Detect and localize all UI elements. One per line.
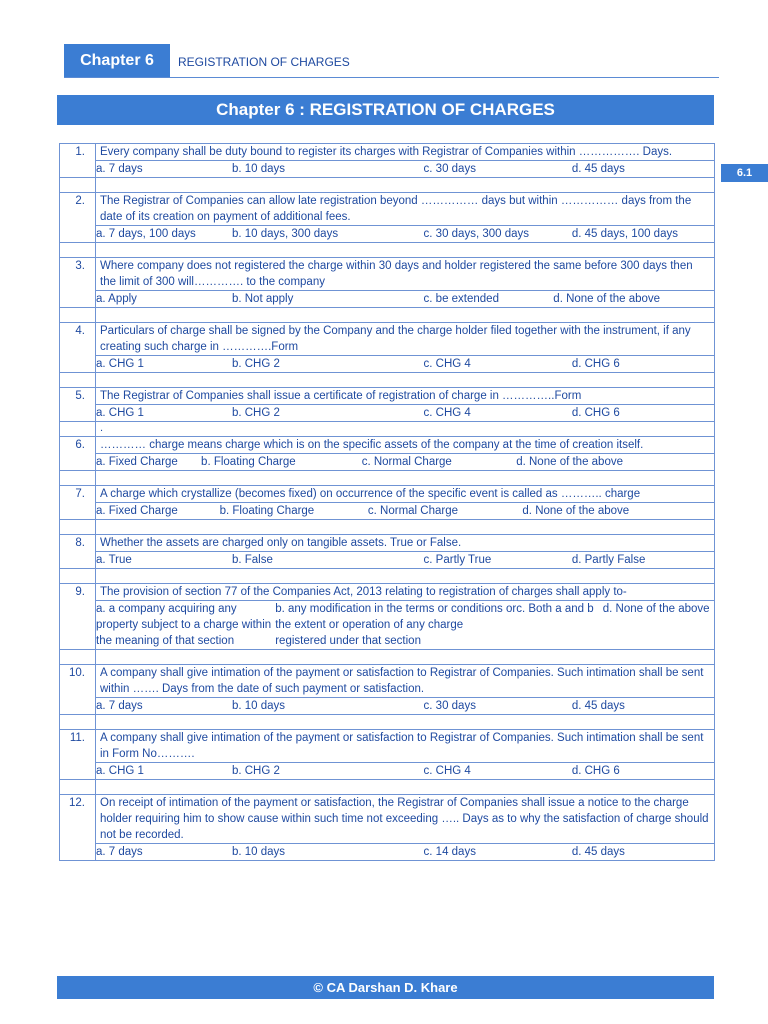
spacer-row [60,650,715,665]
question-row [60,258,715,291]
question-number: 4. [60,323,96,373]
question-row [60,437,715,454]
option-a: a. 7 days [96,846,143,858]
options-row [60,503,715,520]
spacer-row [60,780,715,795]
question-number: 9. [60,584,96,650]
question-text: A company shall give intimation of the payment or satisfaction to Registrar of Companies. Such intimation shall be sent in Form No………. [96,730,715,763]
option-b: b. 10 days [231,846,286,858]
question-number: 1. [60,144,96,178]
question-text: Whether the assets are charged only on tangible assets. True or False. [96,535,715,552]
option-b: b. 10 days [231,700,286,712]
question-number: 10. [60,665,96,715]
option-c: c. 30 days, 300 days [423,228,530,240]
option-b: b. any modification in the terms or conditions or the extent or operation of any charge registered under that section [275,603,517,647]
option-b: b. Floating Charge [219,505,315,517]
question-text: The Registrar of Companies shall issue a certificate of registration of charge in …………..Form [96,388,715,405]
option-b: b. False [231,554,273,566]
option-b: b. CHG 2 [231,407,280,419]
option-a: a. CHG 1 [96,407,144,419]
page-number-badge: 6.1 [721,164,768,182]
option-b: b. 10 days [231,163,286,175]
option-c: c. CHG 4 [423,358,471,370]
question-row [60,144,715,161]
spacer-row [60,715,715,730]
options-row [60,226,715,243]
page-title: Chapter 6 : REGISTRATION OF CHARGES [57,95,714,125]
header-divider [64,77,719,78]
option-a: a. 7 days, 100 days [96,228,196,240]
option-d: d. CHG 6 [571,358,620,370]
option-a: a. True [96,554,132,566]
options-row [60,844,715,861]
spacer-row [60,308,715,323]
question-number: 3. [60,258,96,308]
question-row [60,388,715,405]
question-number: 2. [60,193,96,243]
question-row [60,535,715,552]
options-row [60,552,715,569]
options-row [60,356,715,373]
question-text: The Registrar of Companies can allow late registration beyond …………… days but within …………… days from the date of its creation on payment of additional fees. [96,193,715,226]
question-number: 6. [60,437,96,471]
option-a: a. 7 days [96,163,143,175]
question-text: The provision of section 77 of the Companies Act, 2013 relating to registration of charges shall apply to- [96,584,715,601]
option-d: d. None of the above [522,505,630,517]
option-c: c. Normal Charge [361,456,452,468]
option-c: c. 14 days [423,846,476,858]
option-d: d. None of the above [553,293,661,305]
spacer-row [60,520,715,535]
options-row [60,698,715,715]
option-d: d. 45 days, 100 days [571,228,678,240]
option-d: d. 45 days [571,846,625,858]
option-b: b. 10 days, 300 days [231,228,339,240]
question-text: ………… charge means charge which is on the specific assets of the company at the time of creation itself. [96,437,715,454]
option-d: d. None of the above [516,456,623,468]
spacer-row [60,471,715,486]
option-c: c. Both a and b [516,603,594,615]
spacer-row [60,569,715,584]
option-a: a. Fixed Charge [96,456,178,468]
question-row [60,486,715,503]
spacer-row [60,422,715,437]
option-d: d. CHG 6 [571,765,620,777]
option-a: a. a company acquiring any property subject to a charge within the meaning of that section [96,603,272,647]
options-row [60,405,715,422]
options-row [60,291,715,308]
option-c: c. Partly True [423,554,492,566]
question-text: Where company does not registered the charge within 30 days and holder registered the same before 300 days then the limit of 300 will…………. to the company [96,258,715,291]
option-a: a. 7 days [96,700,143,712]
spacer-row [60,178,715,193]
question-text: Particulars of charge shall be signed by the Company and the charge holder filed together with the instrument, if any creating such charge in ………….Form [96,323,715,356]
question-text: A company shall give intimation of the payment or satisfaction to Registrar of Companies. Such intimation shall be sent within ……. Days from the date of such payment or satisfaction. [96,665,715,698]
option-c: c. 30 days [423,700,476,712]
question-text: Every company shall be duty bound to register its charges with Registrar of Companies within ……………. Days. [96,144,715,161]
option-d: d. CHG 6 [571,407,620,419]
option-c: c. be extended [423,293,499,305]
question-number: 12. [60,795,96,861]
question-text: On receipt of intimation of the payment or satisfaction, the Registrar of Companies shall issue a notice to the charge holder requiring him to show cause within such time not exceeding ….. Days as to why the satisfaction of charge should not be recorded. [96,795,715,844]
question-row [60,323,715,356]
question-number: 5. [60,388,96,422]
question-text: A charge which crystallize (becomes fixed) on occurrence of the specific event is called as ……….. charge [96,486,715,503]
question-row [60,795,715,844]
options-row [60,763,715,780]
option-b: b. CHG 2 [231,358,280,370]
option-a: a. Fixed Charge [96,505,178,517]
option-b: b. Not apply [231,293,294,305]
header-subtitle: REGISTRATION OF CHARGES [178,55,350,69]
option-d: d. 45 days [571,700,625,712]
option-c: c. 30 days [423,163,476,175]
question-number: 11. [60,730,96,780]
chapter-tab: Chapter 6 [64,44,170,77]
option-c: c. CHG 4 [423,407,471,419]
option-c: c. CHG 4 [423,765,471,777]
spacer-row [60,243,715,258]
option-a: a. CHG 1 [96,358,144,370]
spacer-mark: . [96,422,715,437]
option-a: a. CHG 1 [96,765,144,777]
option-c: c. Normal Charge [367,505,459,517]
option-d: d. None of the above [602,603,710,615]
question-row [60,730,715,763]
option-b: b. CHG 2 [231,765,280,777]
option-a: a. Apply [96,293,137,305]
question-number: 7. [60,486,96,520]
options-row [60,601,715,650]
options-row [60,454,715,471]
spacer-row [60,373,715,388]
question-table [59,143,715,861]
options-row [60,161,715,178]
option-d: d. 45 days [571,163,625,175]
option-d: d. Partly False [571,554,646,566]
question-row [60,584,715,601]
question-row [60,193,715,226]
footer-copyright: © CA Darshan D. Khare [57,976,714,999]
question-row [60,665,715,698]
question-number: 8. [60,535,96,569]
option-b: b. Floating Charge [201,456,296,468]
